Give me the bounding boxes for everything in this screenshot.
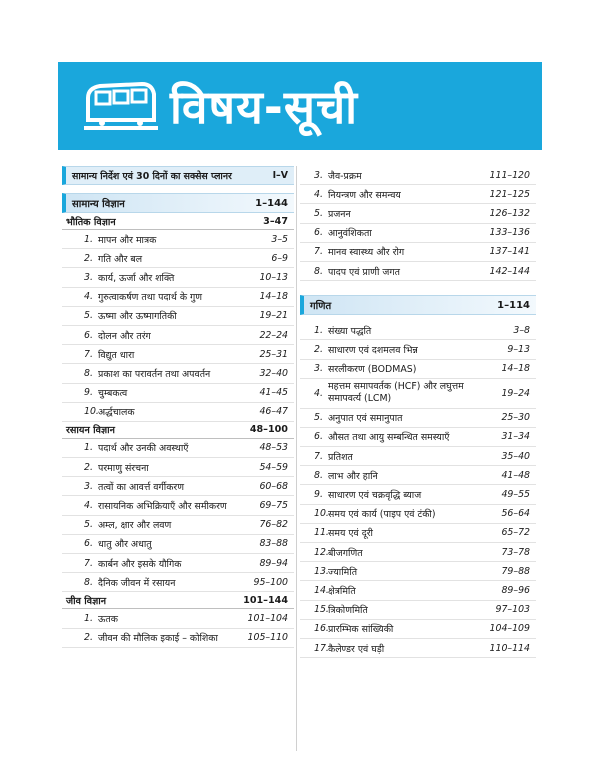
- item-label: प्रारम्भिक सांख्यिकी: [328, 624, 394, 636]
- item-label: पादप एवं प्राणी जगत: [328, 266, 400, 278]
- toc-row[interactable]: [62, 554, 294, 573]
- item-label: क्षेत्रमिति: [328, 585, 356, 597]
- section-pages: 1–144: [255, 197, 288, 209]
- item-number: 11.: [314, 527, 329, 539]
- item-number: 8.: [314, 469, 323, 481]
- item-pages: 73–78: [501, 546, 530, 558]
- subsection-physics[interactable]: [62, 213, 294, 230]
- item-number: 7.: [314, 246, 323, 258]
- toc-row[interactable]: [62, 629, 294, 648]
- toc-row[interactable]: [300, 543, 536, 562]
- item-pages: 6–9: [271, 252, 288, 264]
- item-number: 4.: [314, 387, 323, 399]
- item-pages: 121–125: [489, 188, 530, 200]
- item-number: 10.: [84, 406, 99, 418]
- item-pages: 3–5: [271, 233, 288, 245]
- toc-row[interactable]: [62, 230, 294, 249]
- toc-row[interactable]: [300, 360, 536, 379]
- subsection-label: भौतिक विज्ञान: [66, 216, 116, 228]
- item-number: 14.: [314, 584, 329, 596]
- item-pages: 48–53: [259, 442, 288, 454]
- toc-row[interactable]: [300, 224, 536, 243]
- item-pages: 89–96: [501, 584, 530, 596]
- item-pages: 9–13: [507, 343, 530, 355]
- item-number: 8.: [84, 576, 93, 588]
- item-number: 2.: [84, 252, 93, 264]
- item-number: 6.: [84, 329, 93, 341]
- item-label: त्रिकोणमिति: [328, 605, 368, 617]
- item-pages: 137–141: [489, 246, 530, 258]
- toc-row[interactable]: [300, 321, 536, 340]
- item-number: 8.: [314, 265, 323, 277]
- toc-row[interactable]: [300, 485, 536, 504]
- item-number: 3.: [84, 480, 93, 492]
- toc-row[interactable]: [300, 409, 536, 428]
- item-number: 7.: [314, 450, 323, 462]
- train-icon: [80, 76, 160, 136]
- item-label: अम्ल, क्षार और लवण: [98, 520, 172, 532]
- toc-row[interactable]: [300, 505, 536, 524]
- toc-row[interactable]: [300, 466, 536, 485]
- item-label: औसत तथा आयु सम्बन्धित समस्याएँ: [328, 432, 450, 444]
- item-label: धातु और अधातु: [98, 539, 152, 551]
- item-number: 1.: [84, 612, 93, 624]
- section-label: गणित: [310, 301, 332, 313]
- item-pages: 14–18: [259, 291, 288, 303]
- toc-row[interactable]: [62, 345, 294, 364]
- item-pages: 31–34: [501, 431, 530, 443]
- item-label: लाभ और हानि: [328, 470, 378, 482]
- item-pages: 14–18: [501, 363, 530, 375]
- toc-row[interactable]: [300, 243, 536, 262]
- toc-row[interactable]: [300, 185, 536, 204]
- item-pages: 89–94: [259, 557, 288, 569]
- item-pages: 65–72: [501, 527, 530, 539]
- overview-row[interactable]: [62, 166, 294, 185]
- item-number: 8.: [84, 367, 93, 379]
- item-label: दोलन और तरंग: [98, 330, 151, 342]
- item-label: प्रजनन: [328, 208, 351, 220]
- section-pages: 1–114: [497, 299, 530, 311]
- toc-row[interactable]: [300, 428, 536, 447]
- subsection-label: रसायन विज्ञान: [66, 425, 115, 437]
- item-label: पदार्थ और उनकी अवस्थाएँ: [98, 443, 189, 455]
- item-label: रासायनिक अभिक्रियाएँ और समीकरण: [98, 501, 227, 513]
- item-number: 4.: [314, 188, 323, 200]
- item-label: ऊष्मा और ऊष्मागतिकी: [98, 311, 177, 323]
- item-number: 5.: [314, 412, 323, 424]
- item-pages: 10–13: [259, 271, 288, 283]
- column-divider: [296, 166, 297, 751]
- item-label: साधारण एवं चक्रवृद्धि ब्याज: [328, 490, 422, 502]
- toc-row[interactable]: [62, 609, 294, 628]
- item-pages: 25–30: [501, 412, 530, 424]
- toc-row[interactable]: [62, 326, 294, 345]
- item-pages: 142–144: [489, 265, 530, 277]
- item-number: 3.: [84, 271, 93, 283]
- toc-row[interactable]: [300, 262, 536, 281]
- right-column: [300, 166, 536, 658]
- item-label: महत्तम समापवर्तक (HCF) और लघुत्तम समापवर्त्य (LCM): [328, 381, 464, 405]
- toc-row[interactable]: [300, 166, 536, 185]
- item-label: मानव स्वास्थ्य और रोग: [328, 247, 405, 259]
- item-pages: 60–68: [259, 480, 288, 492]
- item-pages: 19–24: [501, 387, 530, 399]
- toc-row[interactable]: [300, 620, 536, 639]
- item-label: गुरुत्वाकर्षण तथा पदार्थ के गुण: [98, 292, 203, 304]
- item-pages: 35–40: [501, 450, 530, 462]
- subsection-pages: 101–144: [243, 594, 288, 606]
- item-label: समय एवं दूरी: [328, 528, 373, 540]
- item-label: नियन्त्रण और समन्वय: [328, 189, 401, 201]
- toc-row[interactable]: [300, 379, 536, 409]
- item-label: संख्या पद्धति: [328, 325, 372, 337]
- item-label: ज्यामिति: [328, 566, 358, 578]
- item-label: दैनिक जीवन में रसायन: [98, 577, 176, 589]
- item-label: प्रतिशत: [328, 451, 353, 463]
- biology-continued: [300, 166, 536, 281]
- section-label: सामान्य विज्ञान: [72, 199, 125, 210]
- item-number: 10.: [314, 508, 329, 520]
- subsection-pages: 3–47: [263, 215, 288, 227]
- item-number: 5.: [84, 310, 93, 322]
- item-pages: 110–114: [489, 642, 530, 654]
- toc-row[interactable]: [62, 249, 294, 268]
- item-pages: 19–21: [259, 310, 288, 322]
- toc-row[interactable]: [300, 204, 536, 223]
- mathematics-list: [300, 321, 536, 658]
- item-number: 5.: [84, 519, 93, 531]
- item-label: गति और बल: [98, 253, 143, 265]
- toc-row[interactable]: [300, 581, 536, 600]
- item-pages: 3–8: [513, 324, 530, 336]
- item-pages: 56–64: [501, 508, 530, 520]
- item-label: आनुवंशिकता: [328, 228, 372, 240]
- item-number: 7.: [84, 348, 93, 360]
- item-pages: 105–110: [247, 632, 288, 644]
- item-number: 17.: [314, 642, 329, 654]
- item-number: 1.: [314, 324, 323, 336]
- item-number: 9.: [314, 489, 323, 501]
- toc-row[interactable]: [62, 384, 294, 403]
- item-label: चुम्बकत्व: [98, 388, 128, 400]
- item-label: अनुपात एवं समानुपात: [328, 413, 403, 425]
- item-pages: 83–88: [259, 538, 288, 550]
- item-number: 16.: [314, 623, 329, 635]
- item-pages: 76–82: [259, 519, 288, 531]
- item-label: साधारण एवं दशमलव भिन्न: [328, 344, 418, 356]
- item-pages: 46–47: [259, 406, 288, 418]
- toc-row[interactable]: [62, 516, 294, 535]
- item-pages: 69–75: [259, 500, 288, 512]
- title-banner: [58, 62, 542, 150]
- item-label: जीवन की मौलिक इकाई – कोशिका: [98, 633, 218, 645]
- item-label: मापन और मात्रक: [98, 234, 157, 246]
- toc-row[interactable]: [300, 639, 536, 658]
- subsection-biology[interactable]: [62, 592, 294, 609]
- item-pages: 101–104: [247, 612, 288, 624]
- item-number: 12.: [314, 546, 329, 558]
- item-pages: 111–120: [489, 169, 530, 181]
- section-mathematics[interactable]: [300, 295, 536, 315]
- item-pages: 97–103: [495, 604, 530, 616]
- item-number: 1.: [84, 442, 93, 454]
- subsection-label: जीव विज्ञान: [66, 595, 107, 607]
- left-column: [62, 166, 294, 648]
- item-label: तत्वों का आवर्त्त वर्गीकरण: [98, 481, 185, 493]
- item-number: 5.: [314, 207, 323, 219]
- toc-row[interactable]: [300, 340, 536, 359]
- toc-row[interactable]: [300, 562, 536, 581]
- item-label: सरलीकरण (BODMAS): [328, 364, 417, 376]
- item-number: 13.: [314, 565, 329, 577]
- item-pages: 133–136: [489, 227, 530, 239]
- toc-row[interactable]: [300, 601, 536, 620]
- item-pages: 41–48: [501, 469, 530, 481]
- overview-pages: I–V: [272, 170, 288, 181]
- toc-row[interactable]: [62, 364, 294, 383]
- toc-row[interactable]: [62, 458, 294, 477]
- item-number: 3.: [314, 363, 323, 375]
- subsection-pages: 48–100: [249, 424, 288, 436]
- item-pages: 32–40: [259, 367, 288, 379]
- item-label: जैव-प्रक्रम: [328, 170, 362, 182]
- item-pages: 79–88: [501, 565, 530, 577]
- item-number: 2.: [84, 461, 93, 473]
- item-label: विद्युत धारा: [98, 349, 135, 361]
- item-pages: 22–24: [259, 329, 288, 341]
- item-number: 6.: [84, 538, 93, 550]
- item-label: प्रकाश का परावर्तन तथा अपवर्तन: [98, 368, 211, 380]
- item-number: 9.: [84, 387, 93, 399]
- item-pages: 95–100: [253, 576, 288, 588]
- item-number: 15.: [314, 604, 329, 616]
- item-pages: 126–132: [489, 207, 530, 219]
- toc-row[interactable]: [62, 496, 294, 515]
- toc-row[interactable]: [62, 307, 294, 326]
- item-label: बीजगणित: [328, 547, 363, 559]
- item-label: कार्बन और इसके यौगिक: [98, 558, 182, 570]
- toc-row[interactable]: [62, 288, 294, 307]
- section-general-science[interactable]: [62, 193, 294, 213]
- spacer: [300, 281, 536, 295]
- item-number: 2.: [84, 632, 93, 644]
- item-number: 4.: [84, 500, 93, 512]
- item-pages: 41–45: [259, 387, 288, 399]
- item-pages: 49–55: [501, 489, 530, 501]
- item-label: समय एवं कार्य (पाइप एवं टंकी): [328, 509, 436, 521]
- toc-row[interactable]: [62, 477, 294, 496]
- item-number: 1.: [84, 233, 93, 245]
- subsection-chemistry[interactable]: [62, 422, 294, 439]
- item-number: 6.: [314, 227, 323, 239]
- item-number: 6.: [314, 431, 323, 443]
- toc-row[interactable]: [300, 524, 536, 543]
- item-label: कार्य, ऊर्जा और शक्ति: [98, 272, 175, 284]
- item-label: ऊतक: [98, 613, 118, 625]
- toc-row[interactable]: [62, 268, 294, 287]
- item-pages: 104–109: [489, 623, 530, 635]
- item-label: कैलेण्डर एवं घड़ी: [328, 643, 385, 655]
- page-title: विषय-सूची: [170, 80, 359, 134]
- toc-row[interactable]: [62, 439, 294, 458]
- toc-row[interactable]: [62, 403, 294, 422]
- item-label: अर्द्धचालक: [98, 407, 135, 419]
- item-number: 7.: [84, 557, 93, 569]
- item-number: 4.: [84, 291, 93, 303]
- toc-row[interactable]: [300, 447, 536, 466]
- item-number: 2.: [314, 343, 323, 355]
- overview-label: सामान्य निर्देश एवं 30 दिनों का सक्सेस प्लानर: [72, 171, 232, 182]
- item-number: 3.: [314, 169, 323, 181]
- item-pages: 54–59: [259, 461, 288, 473]
- item-pages: 25–31: [259, 348, 288, 360]
- item-label: परमाणु संरचना: [98, 462, 149, 474]
- toc-row[interactable]: [62, 573, 294, 592]
- toc-row[interactable]: [62, 535, 294, 554]
